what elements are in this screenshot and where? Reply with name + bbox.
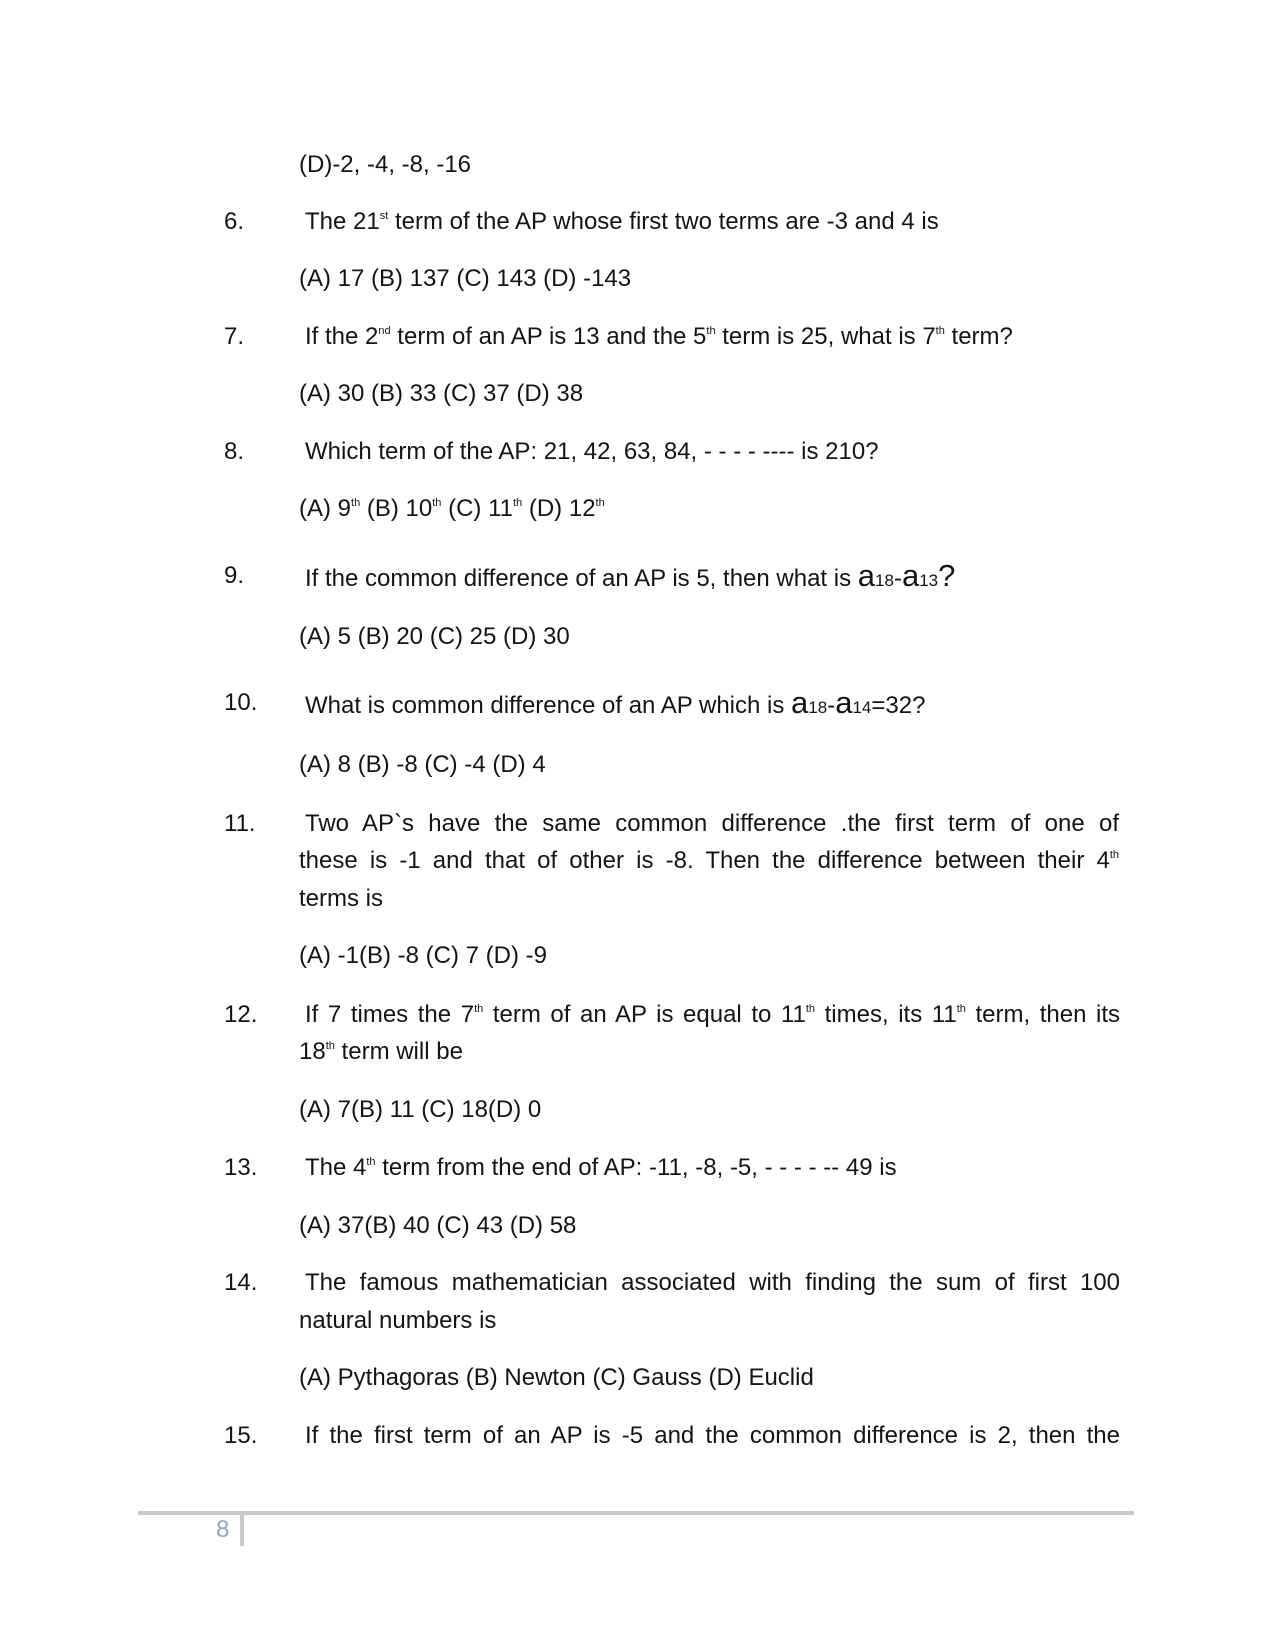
question-text: If the 2nd term of an AP is 13 and the 5th term is 25, what is 7th term? [305,323,1013,350]
answer-options: (A) 30 (B) 33 (C) 37 (D) 38 [299,380,584,407]
question-text: What is common difference of an AP which is a18-a14=32? [305,685,926,720]
footer-rule [138,1511,1134,1515]
question-text: If the common difference of an AP is 5, then what is a18-a13? [305,558,956,593]
question-number: 12. [224,1001,258,1028]
question-text-line: natural numbers is [299,1307,497,1334]
question-number: 10. [224,689,258,716]
page-number: 8 [216,1516,230,1543]
question-text-line: If the first term of an AP is -5 and the common difference is 2, then the [305,1422,1120,1449]
question-text-line: 18th term will be [299,1038,463,1065]
question-text: The 21st term of the AP whose first two terms are -3 and 4 is [305,208,939,235]
answer-options: (A) Pythagoras (B) Newton (C) Gauss (D) Euclid [299,1364,814,1391]
question-text-line: If 7 times the 7th term of an AP is equal to 11th times, its 11th term, then its [305,1001,1121,1028]
footer-divider [240,1513,244,1546]
question-text-line: Two AP`s have the same common difference .the first term of one of [305,810,1119,837]
question-number: 9. [224,562,245,589]
question-text-line: these is -1 and that of other is -8. Then the difference between their 4th [299,847,1119,874]
answer-options: (A) 37(B) 40 (C) 43 (D) 58 [299,1212,577,1239]
question-number: 11. [224,810,256,837]
question-number: 8. [224,438,245,465]
question-number: 13. [224,1154,258,1181]
question-text-line: terms is [299,885,383,912]
question-number: 15. [224,1422,258,1449]
answer-options: (A) 17 (B) 137 (C) 143 (D) -143 [299,265,632,292]
answer-options: (A) 8 (B) -8 (C) -4 (D) 4 [299,751,546,778]
question-text: The 4th term from the end of AP: -11, -8, -5, - - - - -- 49 is [305,1154,897,1181]
question-number: 7. [224,323,245,350]
question-text-line: The famous mathematician associated with finding the sum of first 100 [305,1269,1120,1296]
answer-options: (A) 7(B) 11 (C) 18(D) 0 [299,1096,542,1123]
carry-over-option: (D)-2, -4, -8, -16 [299,151,472,178]
question-number: 6. [224,208,245,235]
answer-options: (A) 9th (B) 10th (C) 11th (D) 12th [299,495,605,522]
answer-options: (A) -1(B) -8 (C) 7 (D) -9 [299,942,547,969]
question-number: 14. [224,1269,258,1296]
question-text: Which term of the AP: 21, 42, 63, 84, - - - - ---- is 210? [305,438,879,465]
answer-options: (A) 5 (B) 20 (C) 25 (D) 30 [299,623,570,650]
